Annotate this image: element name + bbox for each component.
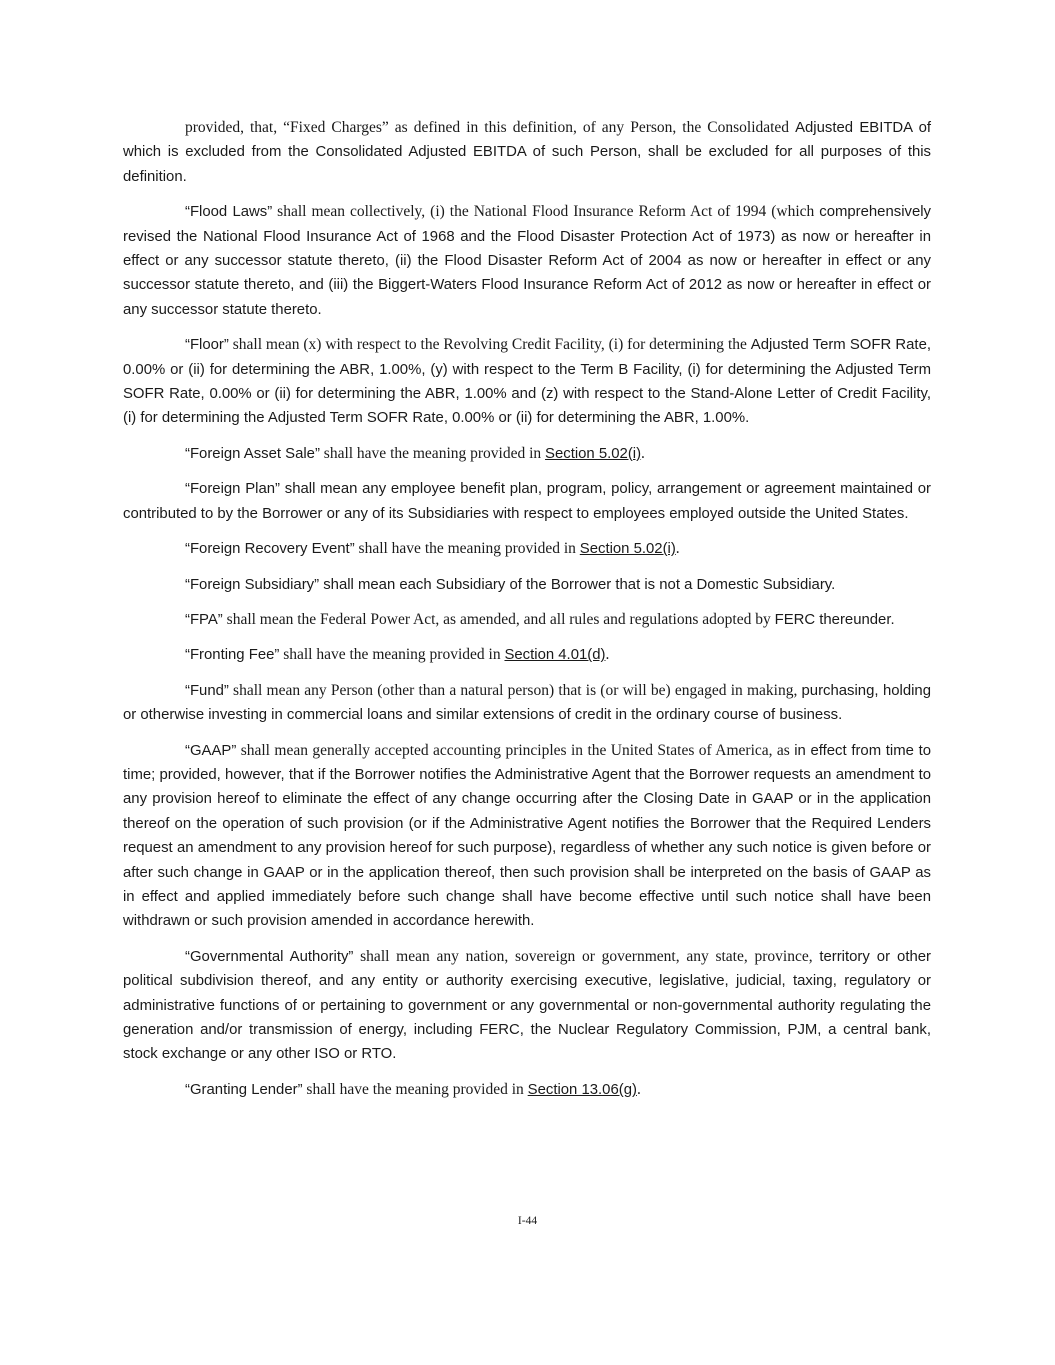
paragraph	[123, 442, 931, 466]
paragraph	[123, 739, 931, 934]
text-segment: shall mean any Person (other than a natural person) that is (or will be) engaged in making,	[228, 681, 802, 699]
text-segment: FERC thereunder.	[774, 611, 895, 628]
section-reference-link[interactable]: Section 13.06(g)	[527, 1081, 637, 1098]
document-body	[123, 116, 931, 1102]
text-segment: territory or other political subdivision thereof, and any entity or authority exercising executive, legislative, judicial, taxing, regulatory or administrative functions of or pertaining to government or any governmental or non-governmental authority regulating the generation and/or transmission of energy, including FERC, the Nuclear Regulatory Commission, PJM, a central bank, stock exchange or any other ISO or RTO.	[123, 948, 931, 1063]
paragraph	[123, 116, 931, 189]
defined-term: “Fronting Fee”	[185, 647, 280, 664]
paragraph	[123, 200, 931, 322]
paragraph	[123, 679, 931, 728]
defined-term: “Foreign Plan”	[185, 481, 280, 498]
section-reference-link[interactable]: Section 5.02(i)	[545, 445, 642, 462]
defined-term: “Flood Laws”	[185, 204, 273, 221]
text-segment: shall mean collectively, (i) the National Flood Insurance Reform Act of 1994 (which	[272, 203, 820, 221]
text-segment: shall mean any employee benefit plan, program, policy, arrangement or agreement maintained or contributed to by the Borrower or any of its Subsidiaries with respect to employees employed outside the United States.	[123, 481, 931, 522]
defined-term: “Granting Lender”	[185, 1081, 303, 1098]
section-reference-link[interactable]: Section 4.01(d)	[504, 647, 606, 664]
text-segment: shall mean the Federal Power Act, as amended, and all rules and regulations adopted by	[222, 610, 775, 628]
defined-term: “Floor”	[185, 337, 229, 354]
defined-term: “Governmental Authority”	[185, 948, 354, 965]
text-segment: .	[605, 646, 610, 664]
text-segment: comprehensively revised the National Flood Insurance Act of 1968 and the Flood Disaster Protection Act of 1973) as now or hereafter in effect or any successor statute thereto, (ii) the Flood Disaster Reform Act of 2004 as now or hereafter in effect or any successor statute thereto, and (iii) the Biggert-Waters Flood Insurance Reform Act of 2012 as now or hereafter in effect or any successor statute thereto.	[123, 204, 931, 318]
defined-term: “Foreign Recovery Event”	[185, 541, 355, 558]
paragraph	[123, 1078, 931, 1102]
defined-term: “Foreign Subsidiary”	[185, 576, 320, 593]
text-segment: shall have the meaning provided in	[354, 540, 580, 558]
defined-term: “FPA”	[185, 611, 223, 628]
paragraph	[123, 945, 931, 1067]
text-segment: provided, that, “Fixed Charges” as defined in this definition, of any Person, the Consolidated	[185, 119, 796, 136]
text-segment: shall have the meaning provided in	[302, 1080, 528, 1098]
paragraph	[123, 643, 931, 667]
text-segment: .	[675, 540, 680, 558]
paragraph	[123, 537, 931, 561]
text-segment: shall mean each Subsidiary of the Borrower that is not a Domestic Subsidiary.	[319, 576, 836, 593]
text-segment: .	[636, 1080, 641, 1098]
text-segment: shall mean (x) with respect to the Revolving Credit Facility, (i) for determining the	[228, 336, 751, 354]
text-segment: shall mean generally accepted accounting principles in the United States of America, as	[236, 741, 795, 759]
text-segment: Adjusted Term SOFR Rate, 0.00% or (ii) for determining the ABR, 1.00%, (y) with respect to the Term B Facility, (i) for determining the Adjusted Term SOFR Rate, 0.00% or (ii) for determining the ABR, 1.00% and (z) with respect to the Stand-Alone Letter of Credit Facility, (i) for determining the Adjusted Term SOFR Rate, 0.00% or (ii) for determining the ABR, 1.00%.	[123, 337, 931, 427]
defined-term: “Fund”	[185, 682, 229, 699]
defined-term: “GAAP”	[185, 742, 237, 759]
text-segment: Adjusted EBITDA of which is excluded from the Consolidated Adjusted EBITDA of such Person, shall be excluded for all purposes of this definition.	[123, 120, 931, 185]
text-segment: purchasing, holding or otherwise investing in commercial loans and similar extensions of credit in the ordinary course of business.	[123, 682, 931, 724]
section-reference-link[interactable]: Section 5.02(i)	[579, 541, 676, 558]
paragraph	[123, 573, 931, 597]
text-segment: shall mean any nation, sovereign or government, any state, province,	[353, 947, 820, 965]
text-segment: .	[641, 444, 645, 462]
text-segment: in effect from time to time; provided, however, that if the Borrower notifies the Administrative Agent that the Borrower requests an amendment to any provision hereof to eliminate the effect of any change occurring after the Closing Date in GAAP or in the application thereof on the operation of such provision (or if the Administrative Agent notifies the Borrower that the Required Lenders request an amendment to any provision hereof for such purpose), regardless of whether any such notice is given before or after such change in GAAP or in the application thereof, then such provision shall be interpreted on the basis of GAAP as in effect and applied immediately before such change shall have become effective until such notice shall have been withdrawn or such provision amended in accordance herewith.	[123, 742, 931, 930]
text-segment: shall have the meaning provided in	[319, 444, 546, 462]
paragraph	[123, 608, 931, 632]
defined-term: “Foreign Asset Sale”	[185, 445, 320, 462]
paragraph	[123, 477, 931, 526]
text-segment: shall have the meaning provided in	[279, 646, 505, 664]
paragraph	[123, 333, 931, 431]
page-number: I-44	[517, 1215, 538, 1227]
